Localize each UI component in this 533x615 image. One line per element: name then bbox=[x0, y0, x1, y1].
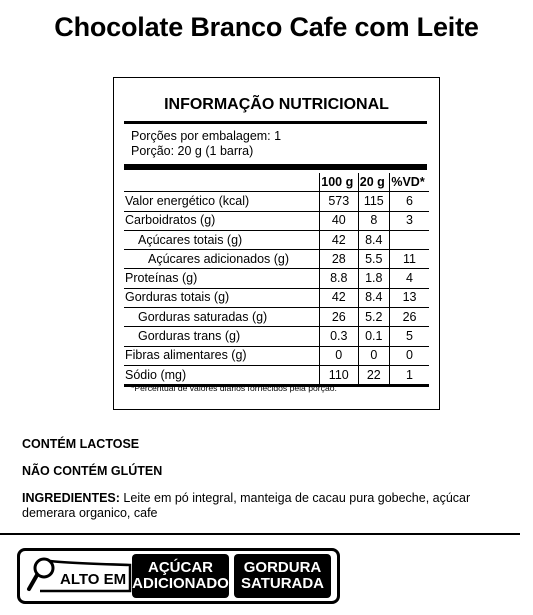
heading-divider bbox=[124, 121, 427, 124]
header-vd: %VD* bbox=[390, 173, 429, 192]
nutrient-label: Gorduras trans (g) bbox=[124, 327, 320, 346]
warning-line: GORDURA bbox=[243, 559, 322, 576]
value-100g: 28 bbox=[320, 250, 359, 269]
value-100g: 0.3 bbox=[320, 327, 359, 346]
value-100g: 0 bbox=[320, 346, 359, 365]
value-20g: 5.5 bbox=[358, 250, 389, 269]
nutrient-label: Açúcares totais (g) bbox=[124, 230, 320, 249]
section-divider bbox=[0, 533, 520, 535]
value-100g: 8.8 bbox=[320, 269, 359, 288]
front-warning-label bbox=[17, 548, 340, 604]
lactose-statement: CONTÉM LACTOSE bbox=[22, 437, 140, 451]
table-row bbox=[124, 308, 429, 327]
warning-line: AÇÚCAR bbox=[148, 559, 213, 576]
value-20g: 1.8 bbox=[358, 269, 389, 288]
value-vd: 4 bbox=[390, 269, 429, 288]
value-100g: 110 bbox=[320, 365, 359, 385]
nutrient-label: Sódio (mg) bbox=[124, 365, 320, 385]
value-vd bbox=[390, 230, 429, 249]
nutrition-facts-panel bbox=[113, 77, 440, 410]
ingredients-text: Leite em pó integral, manteiga de cacau pura gobeche, açúcar demerara organico, cafe bbox=[22, 491, 471, 520]
portion-size: Porção: 20 g (1 barra) bbox=[131, 144, 254, 158]
value-vd: 13 bbox=[390, 288, 429, 307]
table-row bbox=[124, 250, 429, 269]
value-vd: 11 bbox=[390, 250, 429, 269]
header-blank bbox=[124, 173, 320, 192]
nutrient-label: Fibras alimentares (g) bbox=[124, 346, 320, 365]
value-20g: 22 bbox=[358, 365, 389, 385]
value-vd: 3 bbox=[390, 211, 429, 230]
header-100g: 100 g bbox=[320, 173, 359, 192]
portions-per-package: Porções por embalagem: 1 bbox=[131, 129, 282, 143]
value-20g: 8.4 bbox=[358, 230, 389, 249]
warning-line: ADICIONADO bbox=[132, 575, 229, 592]
table-row bbox=[124, 192, 429, 211]
value-vd: 5 bbox=[390, 327, 429, 346]
table-row bbox=[124, 211, 429, 230]
nutrient-label: Proteínas (g) bbox=[124, 269, 320, 288]
nutrient-label: Gorduras saturadas (g) bbox=[124, 308, 320, 327]
value-vd: 1 bbox=[390, 365, 429, 385]
thick-divider bbox=[124, 164, 427, 170]
table-header-row bbox=[124, 173, 429, 192]
product-title: Chocolate Branco Cafe com Leite bbox=[54, 12, 479, 42]
nutrient-label: Gorduras totais (g) bbox=[124, 288, 320, 307]
table-row bbox=[124, 327, 429, 346]
value-vd: 6 bbox=[390, 192, 429, 211]
panel-heading: INFORMAÇÃO NUTRICIONAL bbox=[164, 96, 389, 113]
warning-box-added-sugar bbox=[132, 554, 229, 598]
table-row bbox=[124, 230, 429, 249]
nutrient-label: Valor energético (kcal) bbox=[124, 192, 320, 211]
warning-line: SATURADA bbox=[240, 575, 325, 592]
footnote: *Percentual de valores diários fornecidos pela porção. bbox=[131, 383, 337, 393]
value-20g: 8 bbox=[358, 211, 389, 230]
table-row bbox=[124, 346, 429, 365]
table-row bbox=[124, 288, 429, 307]
value-vd: 0 bbox=[390, 346, 429, 365]
value-vd: 26 bbox=[390, 308, 429, 327]
value-100g: 26 bbox=[320, 308, 359, 327]
table-row bbox=[124, 269, 429, 288]
ingredients-block bbox=[22, 491, 517, 521]
value-20g: 0 bbox=[358, 346, 389, 365]
value-100g: 573 bbox=[320, 192, 359, 211]
nutrition-table bbox=[124, 173, 429, 387]
ingredients-label: INGREDIENTES: bbox=[22, 491, 120, 505]
header-20g: 20 g bbox=[358, 173, 389, 192]
gluten-statement: NÃO CONTÉM GLÚTEN bbox=[22, 464, 163, 478]
value-20g: 0.1 bbox=[358, 327, 389, 346]
portion-info bbox=[131, 129, 281, 159]
nutrient-label: Açúcares adicionados (g) bbox=[124, 250, 320, 269]
warning-box-saturated-fat bbox=[234, 554, 331, 598]
value-20g: 5.2 bbox=[358, 308, 389, 327]
value-100g: 40 bbox=[320, 211, 359, 230]
nutrient-label: Carboidratos (g) bbox=[124, 211, 320, 230]
warning-prefix: ALTO EM bbox=[60, 571, 127, 588]
value-100g: 42 bbox=[320, 230, 359, 249]
value-20g: 115 bbox=[358, 192, 389, 211]
value-20g: 8.4 bbox=[358, 288, 389, 307]
value-100g: 42 bbox=[320, 288, 359, 307]
